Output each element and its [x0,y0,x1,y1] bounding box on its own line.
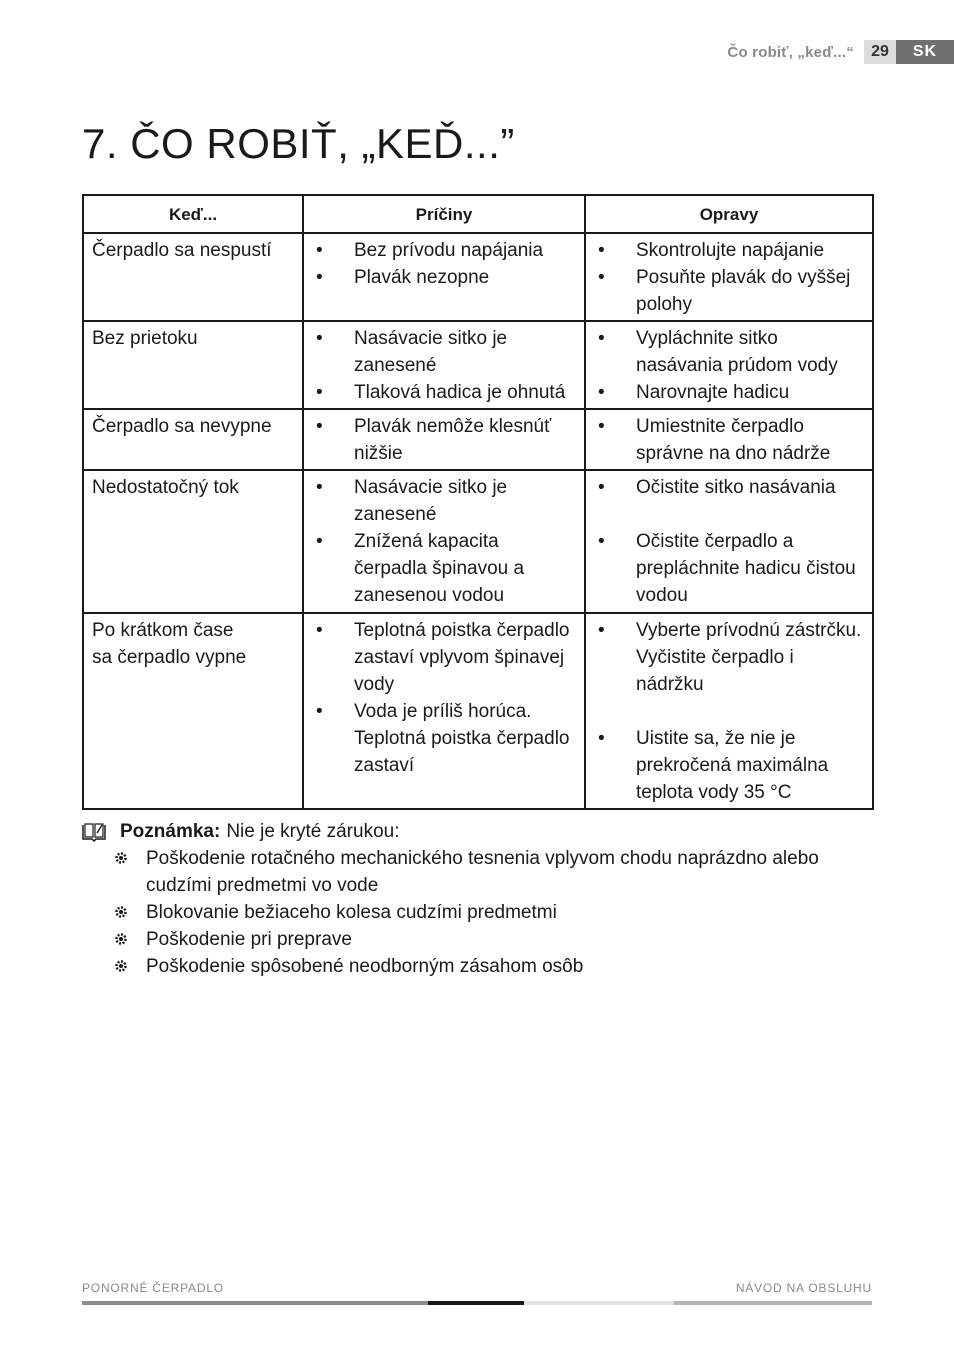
note-label: Poznámka: [120,821,221,842]
cell-causes [303,233,585,321]
page-header [727,40,954,64]
cell-when: Čerpadlo sa nevypne [83,409,303,470]
table-row [83,409,873,470]
gear-bullet-icon [114,959,128,973]
cell-causes [303,321,585,409]
open-book-icon [82,822,106,842]
cause-item: • Plavák nemôže klesnúť nižšie [312,413,576,467]
when-line: Po krátkom čase [92,620,234,641]
column-header-fixes: Opravy [585,195,873,233]
table-row [83,470,873,613]
fix-item: • Skontrolujte napájanie [594,237,864,264]
cell-when: Bez prietoku [83,321,303,409]
cell-fixes [585,470,873,613]
fix-item [594,617,864,698]
gear-bullet-icon [114,932,128,946]
gear-bullet-icon [114,851,128,865]
troubleshooting-table [82,194,874,810]
language-tab: SK [896,40,954,64]
cell-fixes [585,409,873,470]
cell-when: Čerpadlo sa nespustí [83,233,303,321]
when-line: sa čerpadlo vypne [92,647,247,668]
table-row [83,233,873,321]
note-item-text: Poškodenie spôsobené neodborným zásahom osôb [146,956,584,977]
footer-bar-segment [674,1301,872,1305]
table-header-row [83,195,873,233]
cell-causes [303,409,585,470]
cell-when [83,613,303,809]
page-number: 29 [864,40,896,64]
cause-item: • Nasávacie sitko je zanesené [312,474,576,528]
column-header-when: Keď... [83,195,303,233]
fix-item: • Uistite sa, že nie je prekročená maximálna teplota vody 35 °C [594,725,864,806]
footer-product: PONORNÉ ČERPADLO [82,1281,224,1295]
note-item-text: Blokovanie bežiaceho kolesa cudzími predmetmi [146,902,557,923]
cause-item: • Znížená kapacita čerpadla špinavou a zanesenou vodou [312,528,576,609]
gear-bullet-icon [114,905,128,919]
note-text: Nie je kryté zárukou: [226,821,400,842]
list-item [114,899,882,926]
cause-item: • Teplotná poistka čerpadlo zastaví vplyvom špinavej vody [312,617,576,698]
cause-item: • Plavák nezopne [312,264,576,291]
list-item [114,953,882,980]
cell-when: Nedostatočný tok [83,470,303,613]
note-heading [82,818,882,845]
footer-bar-segment [524,1301,674,1305]
fix-line: • Vyberte prívodnú zástrčku. [636,620,862,641]
cell-causes [303,470,585,613]
cell-causes [303,613,585,809]
fix-item: • Posuňte plavák do vyššej polohy [594,264,864,318]
note-item-text: Poškodenie pri preprave [146,929,352,950]
footer-bar-segment [428,1301,524,1305]
footer-manual: NÁVOD NA OBSLUHU [735,1281,872,1295]
table-row [83,321,873,409]
note-section [82,818,882,980]
fix-item: • Umiestnite čerpadlo správne na dno nádrže [594,413,864,467]
cell-fixes [585,613,873,809]
cell-fixes [585,233,873,321]
page-title: 7. ČO ROBIŤ, „KEĎ...” [82,120,515,167]
fix-item: • Narovnajte hadicu [594,379,864,406]
note-item-text: Poškodenie rotačného mechanického tesnenia vplyvom chodu naprázdno alebo cudzími predmetmi vo vode [146,848,819,896]
list-item [114,845,882,899]
fix-item: • Vypláchnite sitko nasávania prúdom vody [594,325,864,379]
cause-item: • Nasávacie sitko je zanesené [312,325,576,379]
cell-fixes [585,321,873,409]
table-row [83,613,873,809]
cause-item: • Tlaková hadica je ohnutá [312,379,576,406]
section-name: Čo robiť, „keď...“ [727,43,854,61]
fix-item: • Očistite sitko nasávania [594,474,864,501]
fix-line: Vyčistite čerpadlo i nádržku [636,647,794,695]
list-item [114,926,882,953]
column-header-causes: Príčiny [303,195,585,233]
cause-item: • Bez prívodu napájania [312,237,576,264]
note-list [82,845,882,980]
cause-item: • Voda je príliš horúca. Teplotná poistka čerpadlo zastaví [312,698,576,779]
footer-bar-segment [82,1301,428,1305]
fix-item: • Očistite čerpadlo a prepláchnite hadicu čistou vodou [594,528,864,609]
